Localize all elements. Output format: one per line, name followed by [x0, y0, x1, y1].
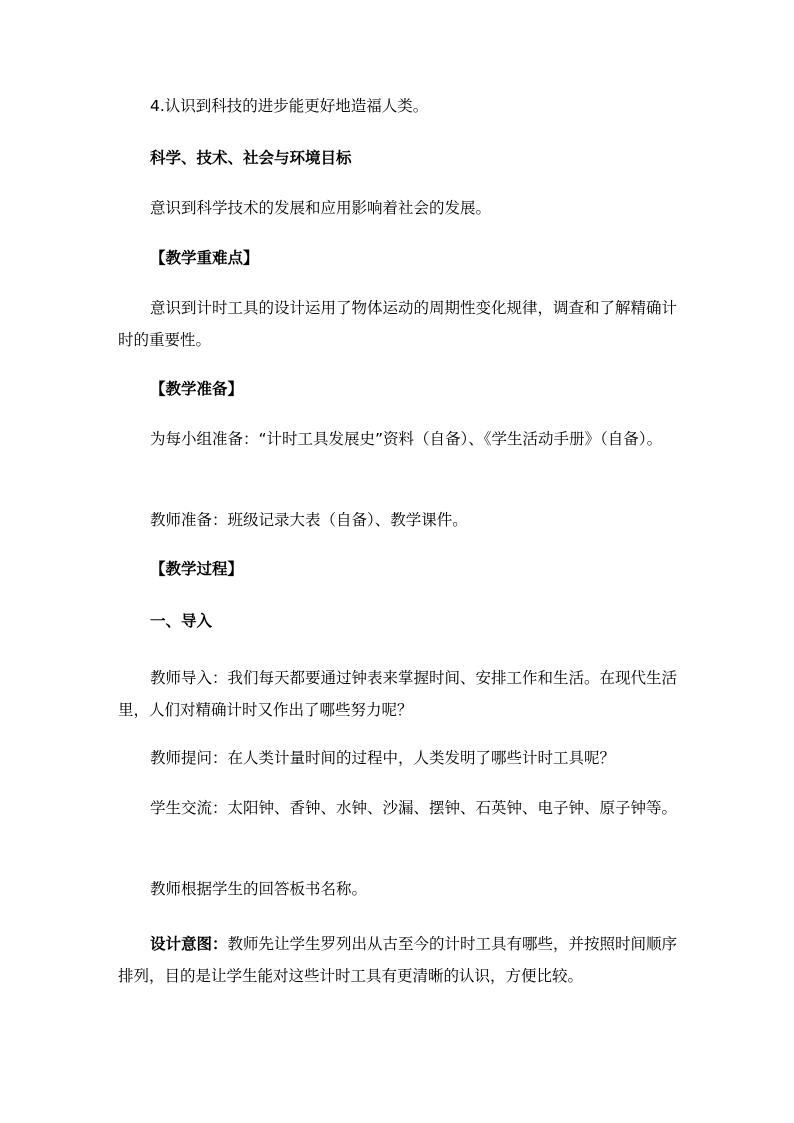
- group-preparation-text: 为每小组准备：“计时工具发展史”资料（自备）、《学生活动手册》（自备）。: [150, 430, 663, 448]
- teacher-preparation-text: 教师准备：班级记录大表（自备）、教学课件。: [150, 511, 468, 529]
- student-discussion-text: 学生交流：太阳钟、香钟、水钟、沙漏、摆钟、石英钟、电子钟、原子钟等。: [150, 799, 678, 817]
- teacher-question-text: 教师提问：在人类计量时间的过程中，人类发明了哪些计时工具呢？: [150, 749, 616, 767]
- section-heading-preparation: 【教学准备】: [150, 380, 244, 398]
- section-heading-process: 【教学过程】: [150, 560, 244, 578]
- subsection-heading-introduction: 一、导入: [150, 612, 213, 630]
- teacher-intro-text: 教师导入：我们每天都要通过钟表来掌握时间、安排工作和生活。在现代生活里，人们对精确计时又作出了哪些努力呢？: [118, 669, 678, 719]
- design-intent-paragraph: [118, 928, 678, 992]
- section-heading-key-points: 【教学重难点】: [150, 249, 259, 267]
- objective-item-4: 4.认识到科技的进步能更好地造福人类。: [150, 97, 429, 115]
- teacher-board-text: 教师根据学生的回答板书名称。: [150, 880, 368, 898]
- key-points-text: 意识到计时工具的设计运用了物体运动的周期性变化规律，调查和了解精确计时的重要性。: [118, 299, 678, 349]
- section-heading-stse-goals: 科学、技术、社会与环境目标: [150, 149, 352, 167]
- design-intent-text: 教师先让学生罗列出从古至今的计时工具有哪些，并按照时间顺序排列，目的是让学生能对这些计时工具有更清晰的认识，方便比较。: [118, 935, 678, 985]
- design-intent-label: 设计意图：: [150, 935, 228, 953]
- stse-goal-text: 意识到科学技术的发展和应用影响着社会的发展。: [150, 199, 492, 217]
